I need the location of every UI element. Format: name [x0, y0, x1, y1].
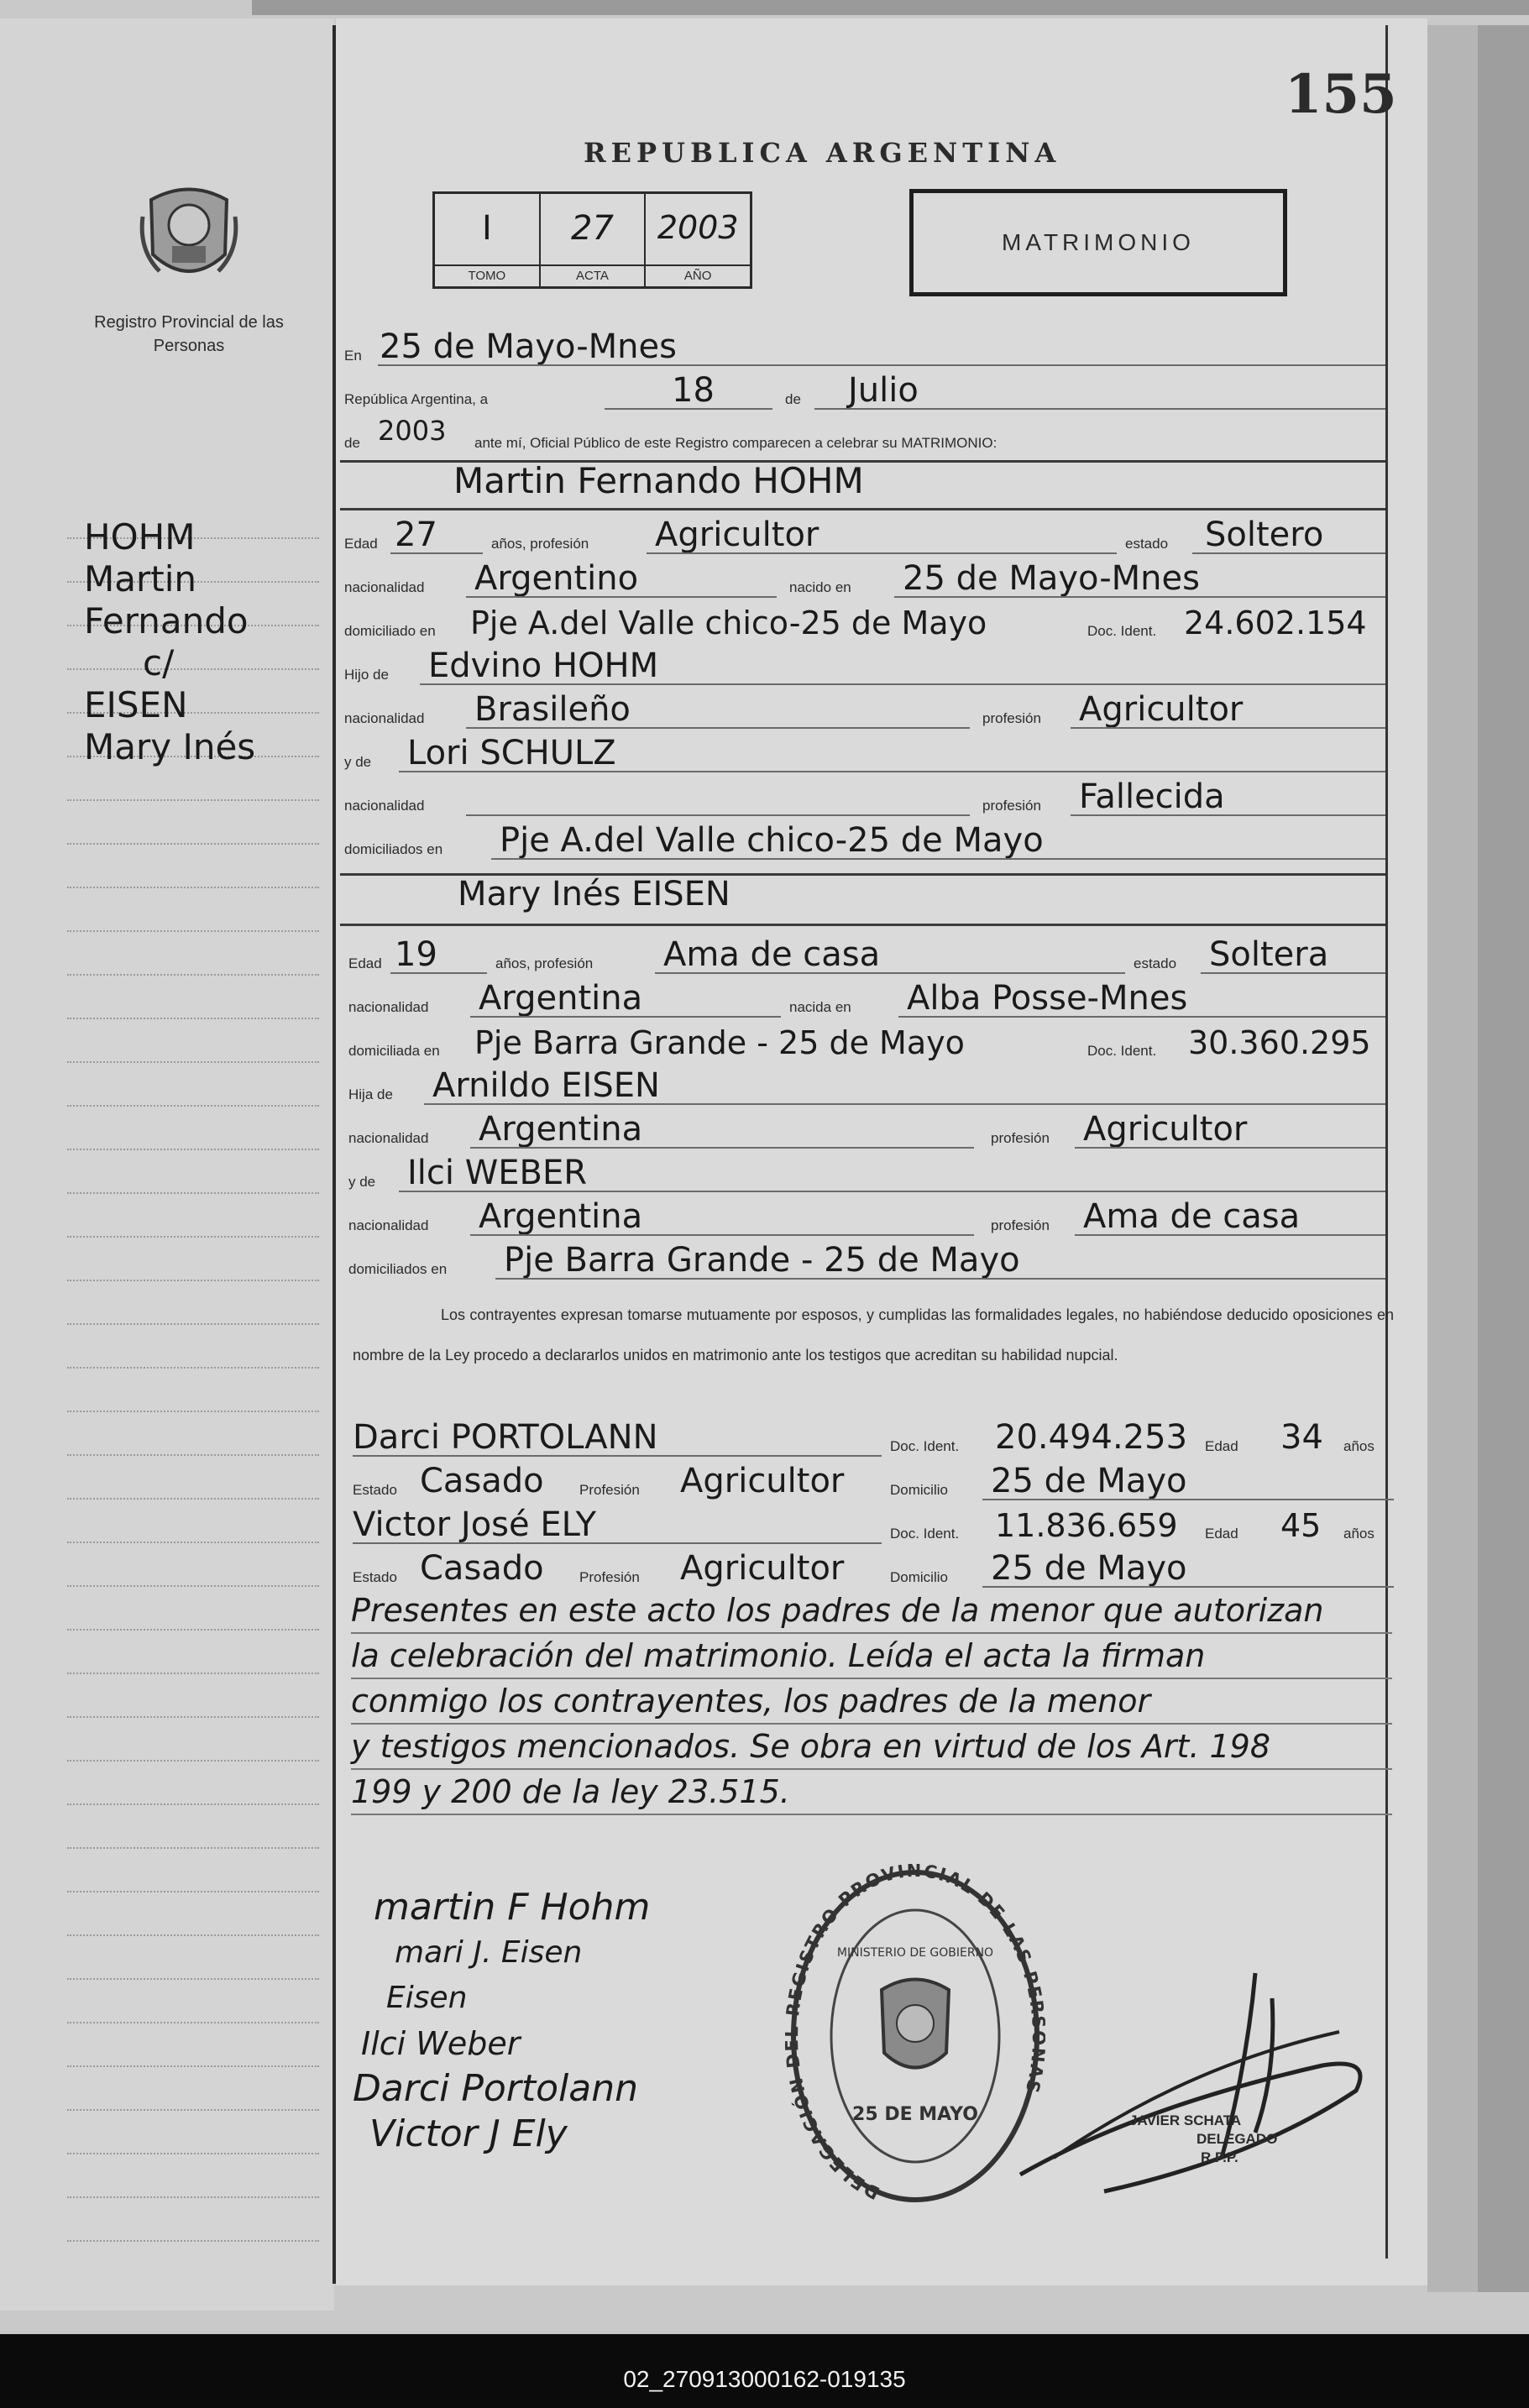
- margin-note-line: Fernando: [84, 600, 249, 641]
- witness-2-row-2: Estado Casado Profesión Agricultor Domicilio 25 de Mayo: [353, 1546, 1394, 1589]
- margin-rule: [333, 25, 336, 2284]
- witness-1-row-1: Darci PORTOLANN Doc. Ident. 20.494.253 Edad 34 años: [353, 1418, 1375, 1457]
- page-number: 155: [1285, 63, 1397, 126]
- margin-note-line: HOHM: [84, 516, 196, 558]
- intro-text: ante mí, Oficial Público de este Registro comparecen a celebrar su MATRIMONIO:: [474, 435, 998, 451]
- bride-row-nac: nacionalidad Argentina nacida en Alba Posse-Mnes: [344, 977, 1385, 1019]
- bride-row-edad: Edad 19 años, profesión Ama de casa estado Soltera: [344, 934, 1385, 976]
- margin-rule-line: [67, 2240, 319, 2242]
- official-title: DELEGADO: [1196, 2131, 1278, 2147]
- margin-rule-line: [67, 1934, 319, 1936]
- note-line: y testigos mencionados. Se obra en virtud de los Art. 198: [351, 1725, 1392, 1770]
- signatures-block: [353, 1885, 650, 2157]
- note-line: 199 y 200 de la ley 23.515.: [351, 1770, 1392, 1815]
- margin-rule-line: [67, 1236, 319, 1238]
- margin-rule-line: [67, 799, 319, 801]
- bride-row-parents-dom: domiciliados en Pje Barra Grande - 25 de Mayo: [344, 1239, 1385, 1281]
- groom-row-mother-nac: nacionalidad profesión Fallecida: [344, 776, 1385, 818]
- intro-day: 18: [672, 371, 715, 410]
- margin-note-line: EISEN: [84, 684, 188, 725]
- groom-row-nac: nacionalidad Argentino nacido en 25 de Mayo-Mnes: [344, 558, 1385, 599]
- section-rule: [340, 508, 1385, 510]
- declaration-text: Los contrayentes expresan tomarse mutuamente por esposos, y cumplidas las formalidades legales, no habiéndose deducido oposiciones en nombre de la Ley procedo a declararlos unidos en matrimonio ante los testigos que acreditan su habilidad nupcial.: [353, 1306, 1394, 1364]
- margin-rule-line: [67, 1978, 319, 1980]
- groom-row-edad: Edad 27 años, profesión Agricultor estado Soltero: [344, 514, 1385, 556]
- seal-bottom-text: 25 DE MAYO: [852, 2104, 978, 2125]
- margin-rule-line: [67, 1847, 319, 1849]
- bride-name: Mary Inés EISEN: [458, 875, 730, 913]
- signature: Eisen: [386, 1981, 468, 2015]
- act-type-box: [909, 189, 1287, 296]
- bride-row-mother-nac: nacionalidad Argentina profesión Ama de casa: [344, 1196, 1385, 1238]
- coat-of-arms-icon: [134, 175, 243, 292]
- margin-rule-line: [67, 1716, 319, 1718]
- bride-row-father: Hija de Arnildo EISEN: [344, 1065, 1385, 1107]
- margin-rule-line: [67, 1367, 319, 1369]
- margin-rule-line: [67, 1280, 319, 1281]
- groom-row-mother: y de Lori SCHULZ: [344, 732, 1385, 774]
- section-rule: [340, 924, 1385, 926]
- acta-label: ACTA: [541, 264, 645, 283]
- margin-rule-line: [67, 843, 319, 845]
- scan-id: 02_270913000162-019135: [623, 2366, 906, 2392]
- margin-rule-line: [67, 1803, 319, 1805]
- margin-rule-line: [67, 2196, 319, 2198]
- groom-row-father-nac: nacionalidad Brasileño profesión Agricultor: [344, 688, 1385, 730]
- witness-1-row-2: Estado Casado Profesión Agricultor Domicilio 25 de Mayo: [353, 1458, 1394, 1502]
- intro-year: 2003: [378, 415, 447, 447]
- groom-row-parents-dom: domiciliados en Pje A.del Valle chico-25 de Mayo: [344, 819, 1385, 861]
- margin-rule-line: [67, 1149, 319, 1150]
- groom-row-father: Hijo de Edvino HOHM: [344, 645, 1385, 687]
- tomo-label: TOMO: [435, 264, 539, 283]
- intro-line-1: En 25 de Mayo-Mnes: [344, 326, 1385, 368]
- note-line: Presentes en este acto los padres de la menor que autorizan: [351, 1589, 1392, 1634]
- bride-row-father-nac: nacionalidad Argentina profesión Agricultor: [344, 1108, 1385, 1150]
- intro-line-2: República Argentina, a 18 de Julio: [344, 369, 1385, 411]
- ano-cell: [646, 194, 750, 286]
- margin-rule-line: [67, 1323, 319, 1325]
- ano-value: 2003: [657, 209, 739, 246]
- margin-note-line: Mary Inés: [84, 726, 256, 767]
- acta-cell: [541, 194, 647, 286]
- intro-line-3: de 2003 ante mí, Oficial Público de este Registro comparecen a celebrar su MATRIMONIO:: [344, 415, 998, 451]
- official-stamp: [1129, 2112, 1277, 2167]
- margin-rule-line: [67, 887, 319, 888]
- margin-rule-line: [67, 1411, 319, 1412]
- registry-name: Registro Provincial de las Personas: [94, 313, 284, 355]
- tomo-value: I: [481, 209, 492, 248]
- margin-note-line: Martin: [84, 558, 196, 599]
- margin-rule-line: [67, 1629, 319, 1631]
- margin-rule-line: [67, 1673, 319, 1674]
- margin-rule-line: [67, 1018, 319, 1019]
- acta-value: 27: [571, 209, 614, 248]
- margin-rule-line: [67, 974, 319, 976]
- margin-rule-line: [67, 1192, 319, 1194]
- intro-month: Julio: [848, 371, 919, 410]
- margin-rule-line: [67, 2153, 319, 2154]
- seal-inner-text: MINISTERIO DE GOBIERNO: [836, 1946, 994, 1960]
- registry-box: [432, 191, 752, 289]
- groom-name: Martin Fernando HOHM: [453, 460, 864, 501]
- margin-rule-line: [67, 1585, 319, 1587]
- note-line: la celebración del matrimonio. Leída el acta la firman: [351, 1634, 1392, 1679]
- right-rule: [1385, 25, 1388, 2259]
- ano-label: AÑO: [646, 264, 750, 283]
- margin-column: [0, 18, 334, 2311]
- margin-rule-line: [67, 1105, 319, 1107]
- act-type: MATRIMONIO: [1002, 229, 1195, 255]
- signature: Darci Portolann: [353, 2067, 639, 2110]
- bride-row-mother: y de Ilci WEBER: [344, 1152, 1385, 1194]
- country-title: REPUBLICA ARGENTINA: [584, 137, 1061, 169]
- page-edge-shadow: [1478, 25, 1529, 2292]
- bride-row-dom: domiciliada en Pje Barra Grande - 25 de Mayo Doc. Ident. 30.360.295: [348, 1024, 1371, 1061]
- signature: Ilci Weber: [361, 2025, 521, 2062]
- signature: Victor J Ely: [369, 2112, 568, 2155]
- witness-2-row-1: Victor José ELY Doc. Ident. 11.836.659 Edad 45 años: [353, 1505, 1375, 1544]
- official-name: JAVIER SCHATA: [1129, 2112, 1242, 2128]
- groom-row-dom: domiciliado en Pje A.del Valle chico-25 de Mayo Doc. Ident. 24.602.154: [344, 605, 1367, 641]
- intro-place: 25 de Mayo-Mnes: [380, 327, 677, 366]
- margin-rule-line: [67, 1891, 319, 1892]
- signature: martin F Hohm: [374, 1886, 651, 1929]
- seal-outer-text: DELEGACIÓN EGISTRO PROVINCIAL DE LAS PE AS: [785, 1864, 1045, 2204]
- margin-rule-line: [67, 1061, 319, 1063]
- margin-rule-line: [67, 1542, 319, 1543]
- margin-rule-line: [67, 2022, 319, 2023]
- margin-note: [84, 516, 255, 768]
- margin-rule-line: [67, 1498, 319, 1500]
- tomo-cell: [435, 194, 541, 286]
- margin-rule-line: [67, 1454, 319, 1456]
- margin-rule-line: [67, 1760, 319, 1762]
- book-top-edge: [252, 0, 1529, 15]
- margin-note-line: c/: [143, 642, 175, 683]
- note-line: conmigo los contrayentes, los padres de la menor: [351, 1679, 1392, 1725]
- signature: mari J. Eisen: [395, 1935, 583, 1970]
- margin-rule-line: [67, 930, 319, 932]
- notes-block: [351, 1589, 1392, 1815]
- margin-rule-line: [67, 2109, 319, 2111]
- official-org: R.P.P.: [1201, 2149, 1238, 2165]
- margin-rule-line: [67, 2065, 319, 2067]
